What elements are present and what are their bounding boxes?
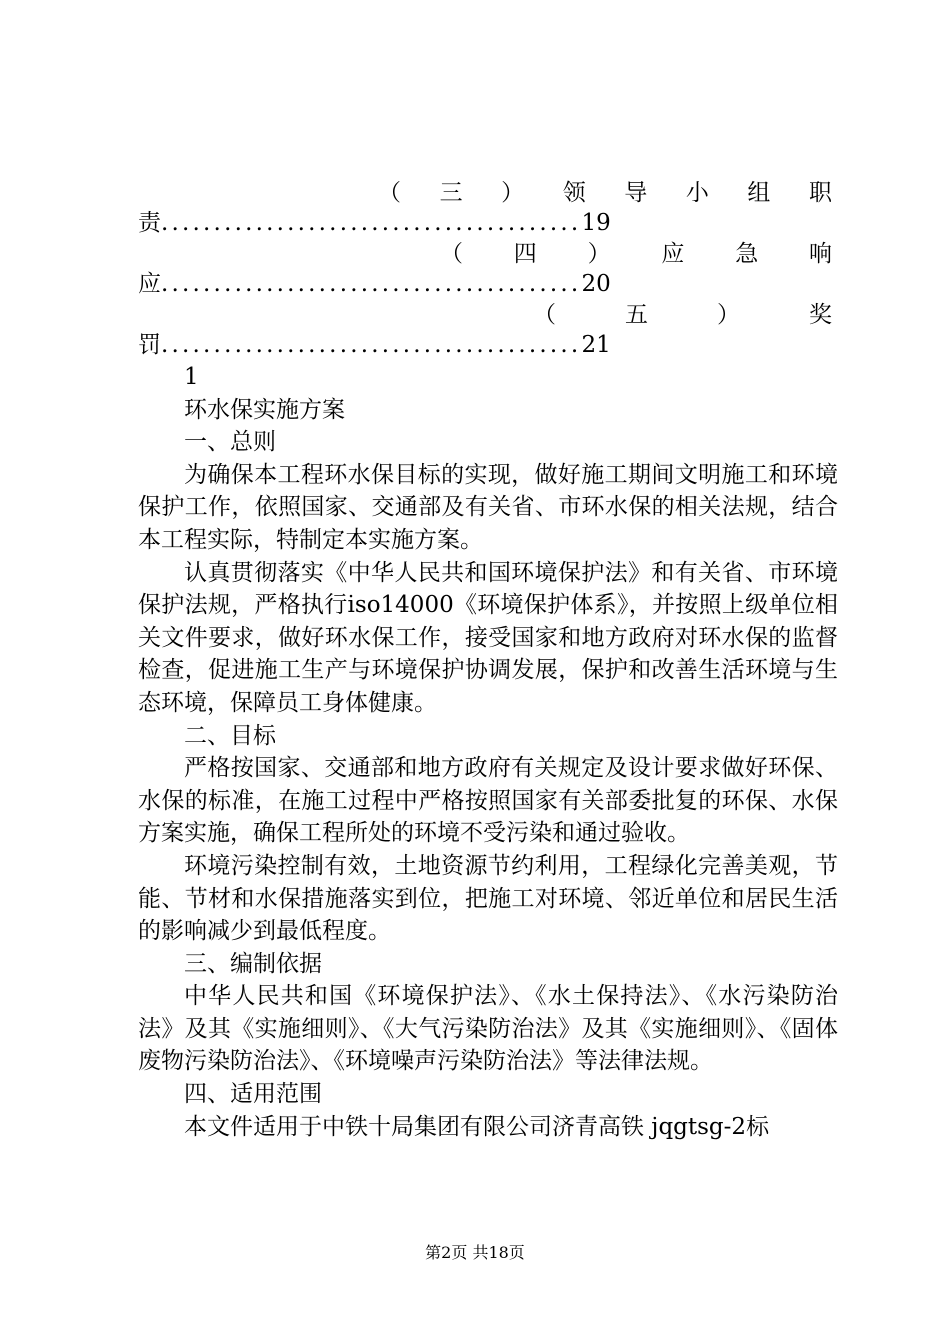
section-heading: 四、适用范围 bbox=[184, 1081, 322, 1108]
toc-char: 响 bbox=[808, 241, 832, 267]
toc-entry-4-head bbox=[440, 238, 832, 270]
toc-char: 职 bbox=[808, 180, 832, 206]
toc-dot-leader: ........................................ bbox=[161, 210, 582, 236]
paragraph: 环境污染控制有效，土地资源节约利用，工程绿化完善美观，节能、节材和水保措施落实到位，把施工对环境、邻近单位和居民生活的影响减少到最低程度。 bbox=[138, 852, 838, 945]
toc-char: 应 bbox=[138, 271, 161, 297]
toc-entry-5-heading bbox=[533, 299, 832, 331]
toc-char: 急 bbox=[735, 241, 759, 267]
toc-char: 责 bbox=[138, 210, 161, 236]
toc-entry-4-heading bbox=[440, 238, 832, 270]
page-marker: 1 bbox=[184, 364, 199, 390]
toc-char: ） bbox=[501, 180, 525, 206]
toc-char: 小 bbox=[685, 180, 709, 206]
document-body bbox=[138, 361, 838, 1143]
toc-char: 罚 bbox=[138, 332, 161, 358]
paragraph: 认真贯彻落实《中华人民共和国环境保护法》和有关省、市环境保护法规，严格执行iso14000《环境保护体系》，并按照上级单位相关文件要求，做好环水保工作，接受国家和地方政府对环水保的监督检查，促进施工生产与环境保护协调发展，保护和改善生活环境与生态环境，保障员工身体健康。 bbox=[138, 559, 838, 716]
section-heading: 二、目标 bbox=[184, 722, 276, 749]
toc-dot-leader: ........................................ bbox=[161, 332, 582, 358]
toc-page-number: 20 bbox=[581, 271, 611, 297]
toc-char: 奖 bbox=[809, 302, 832, 328]
section-heading: 三、编制依据 bbox=[184, 950, 322, 977]
toc-char: 四 bbox=[513, 241, 537, 267]
toc-entry-5-head bbox=[533, 299, 832, 331]
toc-char: 应 bbox=[661, 241, 685, 267]
page-footer: 第2页 共18页 bbox=[425, 1243, 525, 1262]
toc-page-number: 21 bbox=[581, 332, 611, 358]
toc-entry-3-leader bbox=[138, 207, 832, 239]
paragraph: 严格按国家、交通部和地方政府有关规定及设计要求做好环保、水保的标准，在施工过程中严格按照国家有关部委批复的环保、水保方案实施，确保工程所处的环境不受污染和通过验收。 bbox=[138, 755, 838, 847]
toc-char: ） bbox=[717, 302, 740, 328]
toc-char: 组 bbox=[747, 180, 771, 206]
toc-entry-5-leader bbox=[138, 329, 832, 361]
paragraph: 中华人民共和国《环境保护法》、《水土保持法》、《水污染防治法》及其《实施细则》、《大气污染防治法》及其《实施细则》、《固体废物污染防治法》、《环境噪声污染防治法》等法律法规。 bbox=[138, 983, 838, 1075]
toc-char: 三 bbox=[439, 180, 463, 206]
paragraph: 本文件适用于中铁十局集团有限公司济青高铁 jqgtsg-2标 bbox=[184, 1113, 770, 1140]
toc-char: 五 bbox=[625, 302, 648, 328]
toc-char: （ bbox=[440, 241, 463, 267]
toc-entry-4-leader bbox=[138, 268, 832, 300]
toc-char: 导 bbox=[624, 180, 648, 206]
section-heading: 一、总则 bbox=[184, 429, 276, 456]
toc-page-number: 19 bbox=[581, 210, 611, 236]
toc-entry-3-head bbox=[378, 177, 832, 209]
toc-dot-leader: ........................................ bbox=[161, 271, 582, 297]
document-title: 环水保实施方案 bbox=[184, 396, 345, 423]
toc-char: 领 bbox=[562, 180, 586, 206]
toc-char: （ bbox=[533, 302, 556, 328]
toc-char: ） bbox=[587, 241, 611, 267]
toc-char: （ bbox=[378, 180, 401, 206]
toc-entry-3-heading bbox=[378, 177, 832, 209]
paragraph: 为确保本工程环水保目标的实现，做好施工期间文明施工和环境保护工作，依照国家、交通部及有关省、市环水保的相关法规，结合本工程实际，特制定本实施方案。 bbox=[138, 461, 838, 553]
